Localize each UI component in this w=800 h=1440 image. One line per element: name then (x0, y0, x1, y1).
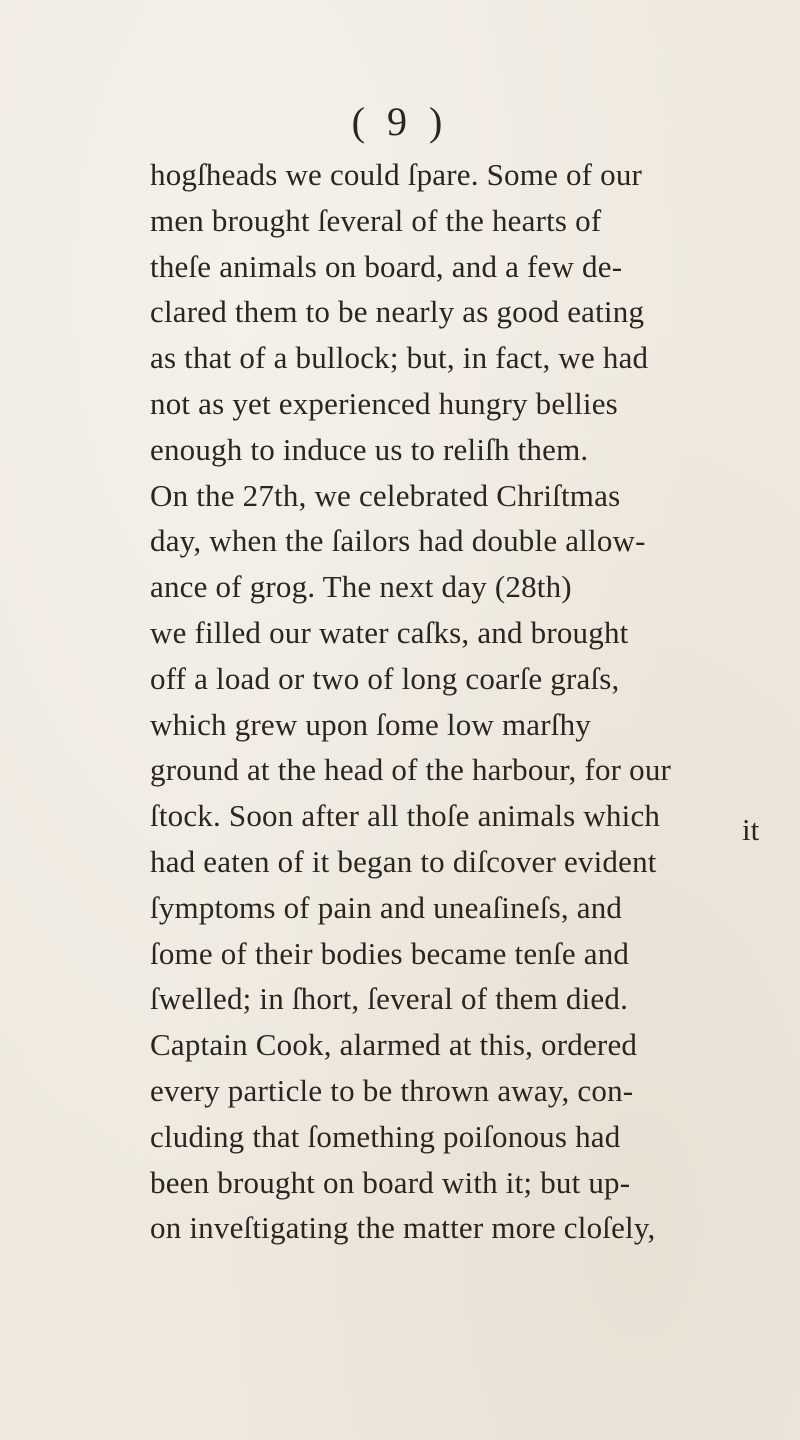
text-line: ſwelled; in ſhort, ſeveral of them died. (150, 981, 629, 1017)
page-number: ( 9 ) (351, 99, 449, 144)
text-line: Captain Cook, alarmed at this, ordered (150, 1027, 638, 1063)
text-line: on inveſtigating the matter more cloſely, (150, 1210, 656, 1246)
text-line: clared them to be nearly as good eating (150, 294, 645, 330)
text-line: cluding that ſomething poiſonous had (150, 1118, 621, 1154)
text-line: off a load or two of long coarſe graſs, (150, 660, 620, 696)
text-line: had eaten of it began to diſcover evident (150, 843, 657, 879)
text-line: men brought ſeveral of the hearts of (150, 202, 602, 238)
text-line: which grew upon ſome low marſhy (150, 706, 591, 742)
text-line: theſe animals on board, and a few de- (150, 248, 623, 284)
text-line: not as yet experienced hungry bellies (150, 385, 618, 421)
text-line: hogſheads we could ſpare. Some of our (150, 157, 643, 192)
text-line: On the 27th, we celebrated Chriſtmas (150, 477, 621, 513)
text-line: enough to induce us to reliſh them. (150, 431, 589, 467)
text-line: ground at the head of the harbour, for our (150, 752, 672, 788)
text-line: every particle to be thrown away, con- (150, 1072, 634, 1108)
catchword: it (742, 812, 760, 847)
text-line: day, when the ſailors had double allow- (150, 523, 646, 559)
text-line: ſtock. Soon after all thoſe animals which (150, 798, 661, 834)
text-line: ſymptoms of pain and uneaſineſs, and (150, 889, 623, 925)
text-line: we filled our water caſks, and brought (150, 614, 629, 650)
text-line: been brought on board with it; but up- (150, 1164, 631, 1200)
text-line: ſome of their bodies became tenſe and (150, 935, 630, 971)
text-line: as that of a bullock; but, in fact, we had (150, 340, 649, 376)
text-line: ance of grog. The next day (28th) (150, 569, 572, 605)
body-text (150, 152, 800, 1251)
